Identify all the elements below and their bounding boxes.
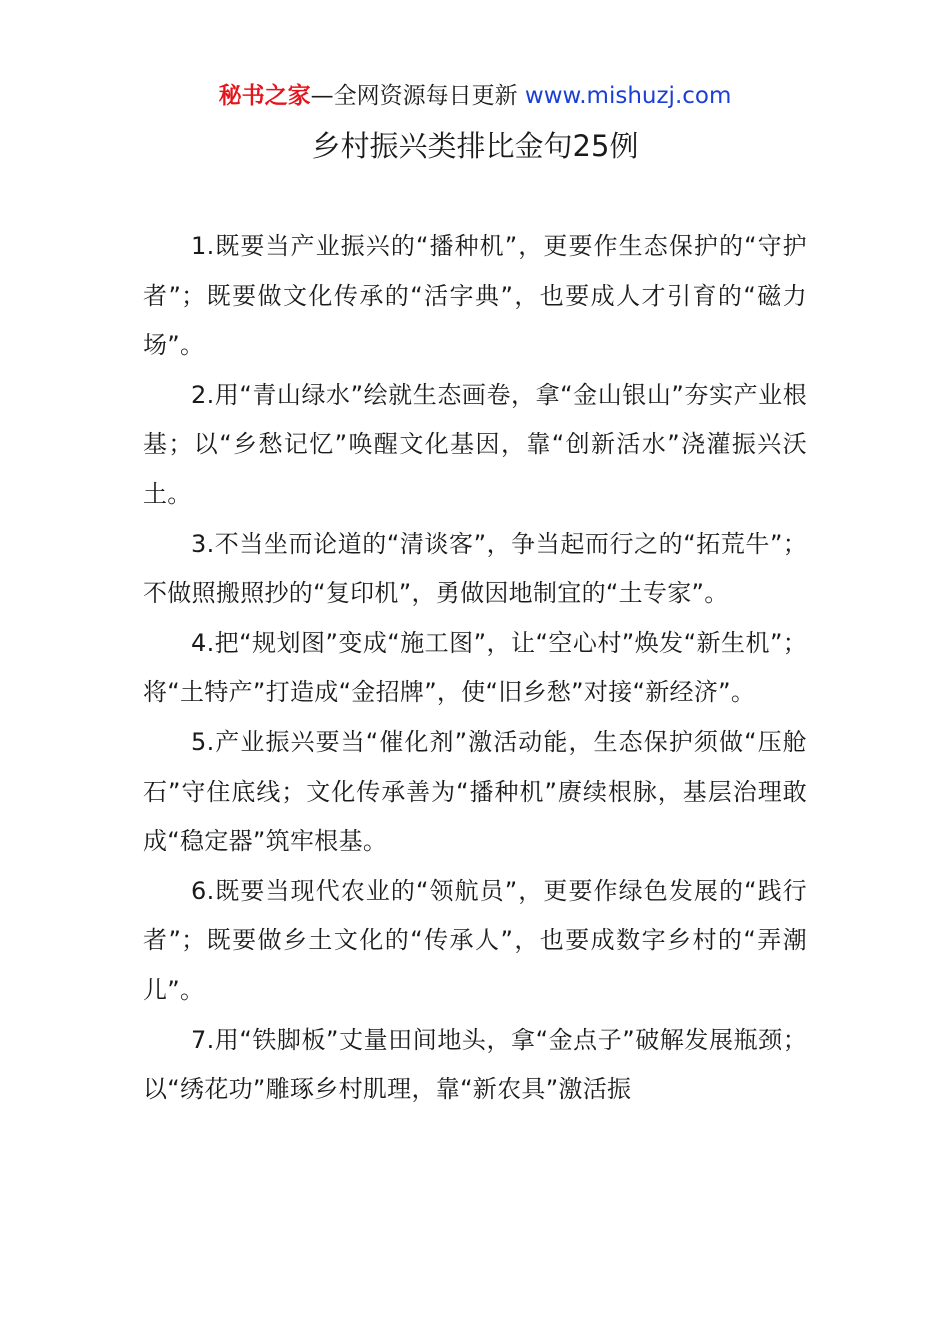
paragraph: 6.既要当现代农业的“领航员”，更要作绿色发展的“践行者”；既要做乡土文化的“传承人”，也要成数字乡村的“弄潮儿”。	[143, 876, 807, 1004]
header-tagline: —全网资源每日更新	[310, 83, 525, 109]
paragraph: 1.既要当产业振兴的“播种机”，更要作生态保护的“守护者”；既要做文化传承的“活字典”，也要成人才引育的“磁力场”。	[143, 232, 807, 360]
document-body	[143, 222, 807, 1115]
site-url-link[interactable]: www.mishuzj.com	[524, 83, 732, 109]
paragraph: 7.用“铁脚板”丈量田间地头，拿“金点子”破解发展瓶颈；以“绣花功”雕琢乡村肌理，靠“新农具”激活振	[143, 1025, 807, 1104]
brand-name: 秘书之家	[218, 83, 311, 109]
paragraph: 4.把“规划图”变成“施工图”，让“空心村”焕发“新生机”；将“土特产”打造成“金招牌”，使“旧乡愁”对接“新经济”。	[143, 628, 807, 707]
paragraph: 3.不当坐而论道的“清谈客”，争当起而行之的“拓荒牛”；不做照搬照抄的“复印机”，勇做因地制宜的“土专家”。	[143, 529, 807, 608]
paragraph: 5.产业振兴要当“催化剂”激活动能，生态保护须做“压舱石”守住底线；文化传承善为“播种机”赓续根脉，基层治理敢成“稳定器”筑牢根基。	[143, 727, 807, 856]
document-title: 乡村振兴类排比金句25例	[311, 129, 639, 163]
paragraph: 2.用“青山绿水”绘就生态画卷，拿“金山银山”夯实产业根基；以“乡愁记忆”唤醒文化基因，靠“创新活水”浇灌振兴沃土。	[143, 380, 807, 508]
site-header	[0, 80, 950, 112]
